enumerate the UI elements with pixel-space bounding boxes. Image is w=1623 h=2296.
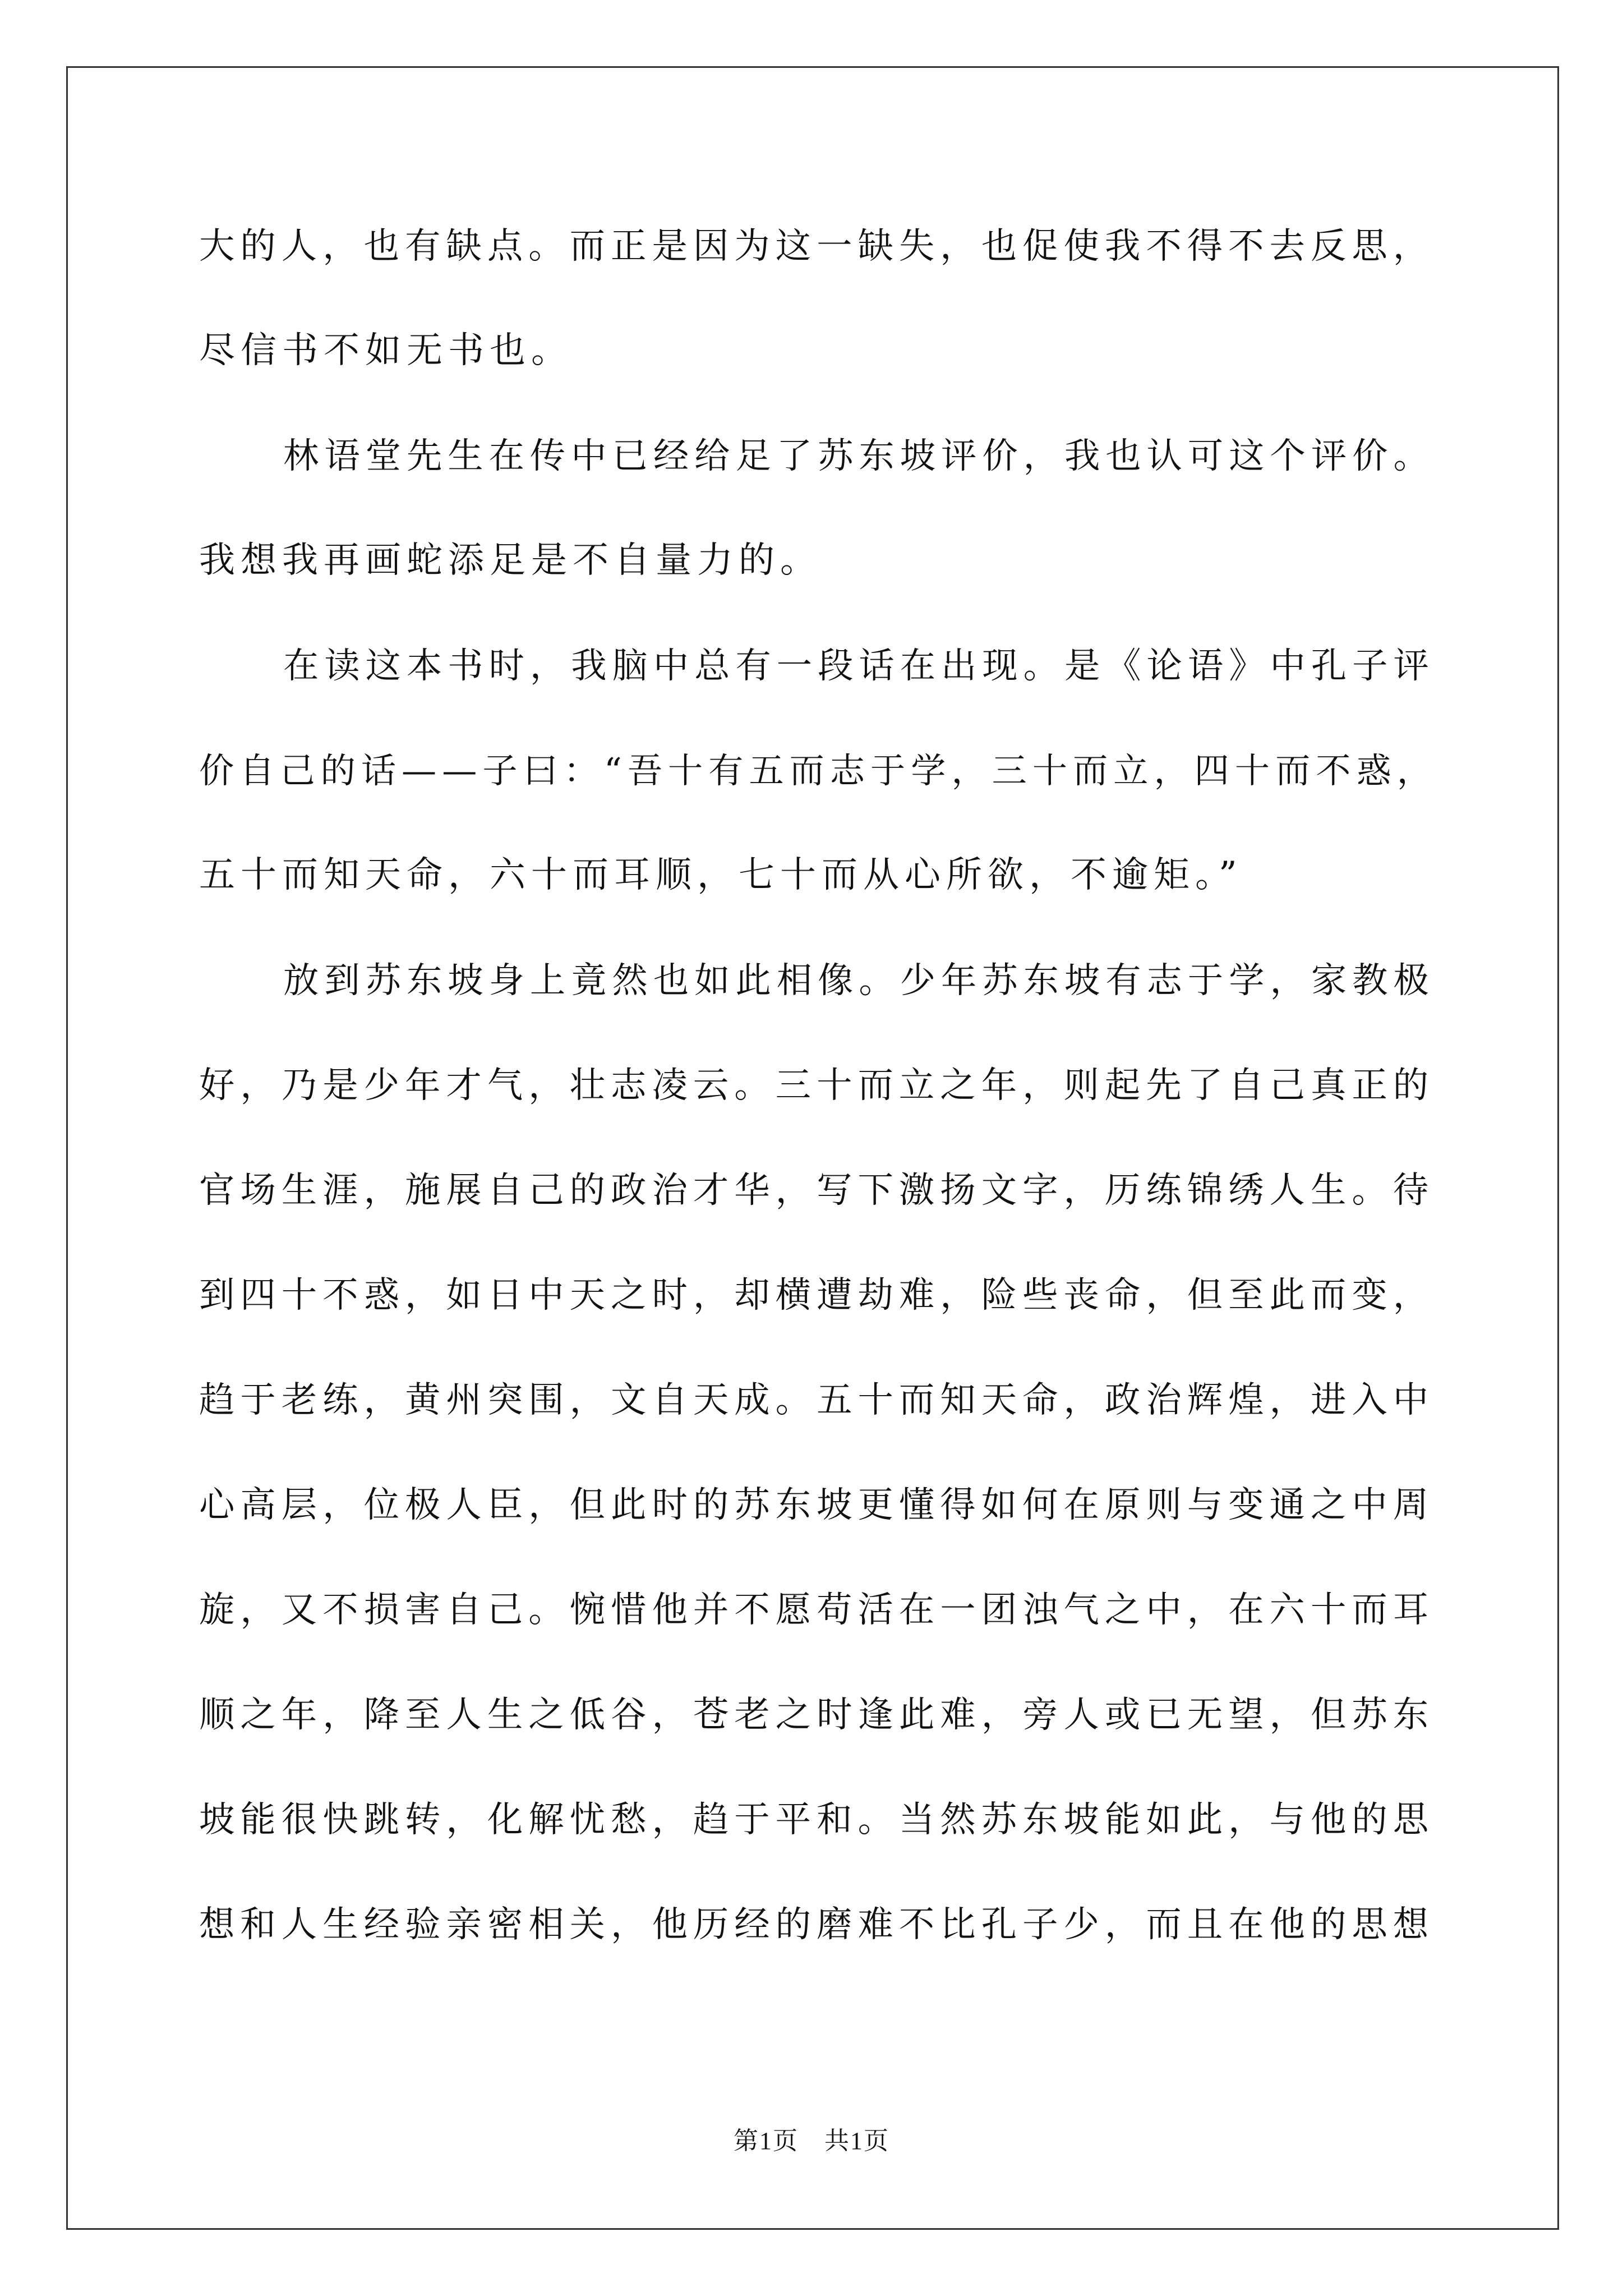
text-line: 官场生涯，施展自己的政治才华，写下激扬文字，历练锦绣人生。待	[199, 1169, 1435, 1211]
text-line: 在读这本书时，我脑中总有一段话在出现。是《论语》中孔子评	[283, 645, 1435, 686]
text-line: 顺之年，降至人生之低谷，苍老之时逢此难，旁人或已无望，但苏东	[199, 1694, 1435, 1735]
page-number-footer: 第1页 共1页	[734, 2127, 889, 2155]
text-line: 五十而知天命，六十而耳顺，七十而从心所欲，不逾矩。”	[199, 854, 1243, 896]
text-line: 想和人生经验亲密相关，他历经的磨难不比孔子少，而且在他的思想	[199, 1903, 1435, 1945]
text-line: 我想我再画蛇添足是不自量力的。	[199, 540, 822, 581]
text-line: 林语堂先生在传中已经给足了苏东坡评价，我也认可这个评价。	[283, 435, 1435, 476]
text-line: 价自己的话——子曰：“吾十有五而志于学，三十而立，四十而不惑，	[199, 750, 1437, 791]
text-line: 放到苏东坡身上竟然也如此相像。少年苏东坡有志于学，家教极	[283, 959, 1435, 1001]
text-line: 到四十不惑，如日中天之时，却横遭劫难，险些丧命，但至此而变，	[199, 1274, 1435, 1315]
text-line: 尽信书不如无书也。	[199, 330, 573, 371]
text-line: 好，乃是少年才气，壮志凌云。三十而立之年，则起先了自己真正的	[199, 1064, 1435, 1106]
text-line: 大的人，也有缺点。而正是因为这一缺失，也促使我不得不去反思，	[199, 225, 1435, 266]
document-body	[199, 194, 1437, 1977]
text-line: 心高层，位极人臣，但此时的苏东坡更懂得如何在原则与变通之中周	[199, 1484, 1435, 1525]
text-line: 坡能很快跳转，化解忧愁，趋于平和。当然苏东坡能如此，与他的思	[199, 1798, 1435, 1840]
text-line: 趋于老练，黄州突围，文自天成。五十而知天命，政治辉煌，进入中	[199, 1379, 1435, 1420]
text-line: 旋，又不损害自己。惋惜他并不愿苟活在一团浊气之中，在六十而耳	[199, 1589, 1435, 1630]
